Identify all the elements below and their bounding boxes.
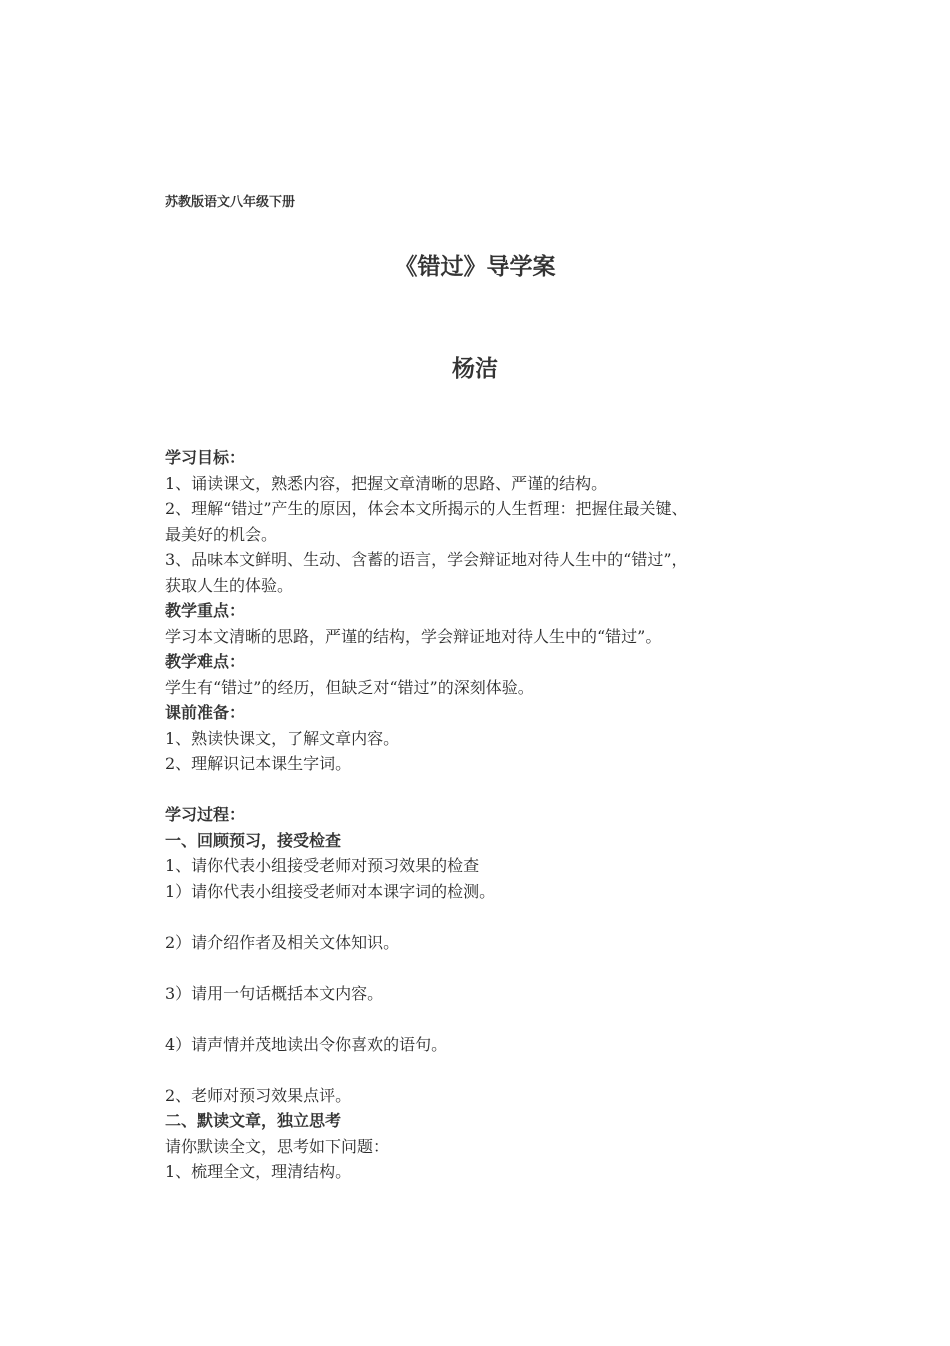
- blank-line: [165, 777, 790, 803]
- section-one-subitem: 1）请你代表小组接受老师对本课字词的检测。: [165, 881, 496, 901]
- objective-item: 最美好的机会。: [165, 524, 278, 544]
- key-points-text: 学习本文清晰的思路，严谨的结构，学会辩证地对待人生中的“错过”。: [165, 626, 662, 646]
- process-heading: 学习过程：: [165, 805, 246, 824]
- preparation-heading: 课前准备：: [165, 703, 246, 722]
- blank-line: [165, 955, 790, 981]
- section-two-heading: 二、默读文章，独立思考: [165, 1111, 342, 1130]
- document-body: [165, 445, 790, 1185]
- document-title: 《错过》导学案: [394, 254, 556, 280]
- section-one-item: 1、请你代表小组接受老师对预习效果的检查: [165, 856, 480, 875]
- section-one-subitem: 4）请声情并茂地读出令你喜欢的语句。: [165, 1034, 448, 1054]
- objective-item: 获取人生的体验。: [165, 575, 294, 595]
- difficulties-text: 学生有“错过”的经历，但缺乏对“错过”的深刻体验。: [165, 677, 534, 697]
- preparation-item: 2、理解识记本课生字词。: [165, 754, 352, 773]
- preparation-item: 1、熟读快课文，了解文章内容。: [165, 728, 400, 748]
- section-one-subitem: 3）请用一句话概括本文内容。: [165, 983, 384, 1003]
- section-two-item: 1、梳理全文，理清结构。: [165, 1162, 352, 1181]
- section-one-item: 2、老师对预习效果点评。: [165, 1085, 352, 1105]
- objectives-heading: 学习目标：: [165, 448, 246, 467]
- author-name: 杨洁: [452, 356, 498, 382]
- objective-item: 2、理解“错过”产生的原因，体会本文所揭示的人生哲理：把握住最关键、: [165, 499, 688, 518]
- section-two-intro: 请你默读全文，思考如下问题：: [165, 1136, 390, 1156]
- difficulties-heading: 教学难点：: [165, 652, 246, 671]
- section-one-heading: 一、回顾预习，接受检查: [165, 830, 342, 850]
- objective-item: 3、品味本文鲜明、生动、含蓄的语言，学会辩证地对待人生中的“错过”，: [165, 550, 688, 569]
- section-one-subitem: 2）请介绍作者及相关文体知识。: [165, 932, 400, 952]
- objective-item: 1、诵读课文，熟悉内容，把握文章清晰的思路、严谨的结构。: [165, 473, 608, 493]
- blank-line: [165, 1057, 790, 1083]
- blank-line: [165, 904, 790, 930]
- blank-line: [165, 1006, 790, 1032]
- key-points-heading: 教学重点：: [165, 601, 246, 620]
- textbook-subtitle: 苏教版语文八年级下册: [165, 195, 296, 210]
